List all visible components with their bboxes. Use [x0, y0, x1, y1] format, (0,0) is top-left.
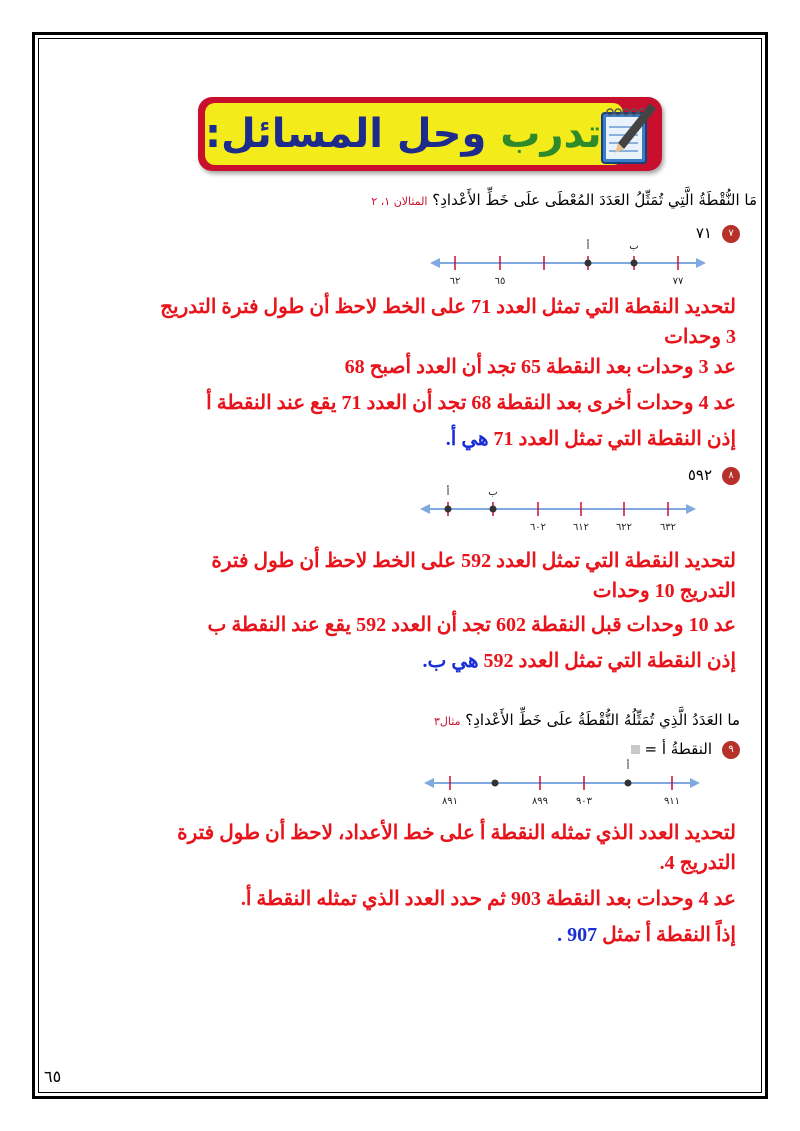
point-b-8-label: ب: [488, 487, 498, 498]
section1-question-text: مَا النُّقْطَةُ الَّتِي تُمَثِّلُ العَدَدَ المُعْطَى علَى خَطِّ الأَعْدادِ؟: [432, 191, 757, 209]
notepad-pencil-icon: [594, 99, 658, 169]
tick-label-8-1: ٦١٢: [572, 522, 590, 533]
number-line-7: [428, 238, 708, 288]
point-a-8: [445, 506, 452, 513]
problem7-number: ٧١: [695, 224, 712, 242]
banner-title: [205, 111, 602, 157]
problem7-answer-line4-red: إذن النقطة التي تمثل العدد 71: [488, 428, 736, 450]
problem7-answer-line3: عد 4 وحدات أخرى بعد النقطة 68 تجد أن العدد 71 يقع عند النقطة أ: [206, 392, 736, 414]
section2-question-text: ما العَدَدُ الَّذِي تُمَثِّلُهُ النُّقْطَةُ علَى خَطِّ الأَعْدادِ؟: [465, 711, 740, 729]
problem8-badge: ٨: [722, 467, 740, 485]
tick-label-7-0: ٦٢: [449, 276, 461, 287]
problem9-label: النقطةُ أ =: [644, 740, 712, 758]
point-b-7: [631, 260, 638, 267]
page-number: ٦٥: [44, 1067, 62, 1086]
banner-label: [205, 103, 623, 165]
problem8-answer-line1: لتحديد النقطة التي تمثل العدد 592 على الخط لاحظ أن طول فترة التدريج 10 وحدات: [211, 550, 736, 602]
banner-title-part1: تدرب: [500, 111, 602, 157]
problem9-answer-line3-blue: 907 .: [557, 924, 598, 946]
problem8-answer-line3-blue: هي ب.: [422, 650, 479, 672]
tick-label-8-3: ٦٣٢: [659, 522, 677, 533]
tick-label-9-2: ٩٠٣: [575, 796, 593, 807]
problem8-answer-line2: عد 10 وحدات قبل النقطة 602 تجد أن العدد 592 يقع عند النقطة ب: [207, 614, 736, 636]
tick-label-7-1: ٦٥: [494, 276, 506, 287]
section1-question: [371, 191, 757, 209]
section2-question: [434, 711, 740, 729]
section2-example-ref: مثال٣: [434, 715, 461, 728]
problem7-answer-line2: عد 3 وحدات بعد النقطة 65 تجد أن العدد أصبح 68: [344, 356, 736, 378]
tick-label-9-3: ٩١١: [663, 796, 681, 807]
point-b-7-label: ب: [629, 241, 639, 252]
tick-label-9-0: ٨٩١: [441, 796, 459, 807]
problem9-answer-line1: لتحديد العدد الذي تمثله النقطة أ على خط الأعداد، لاحظ أن طول فترة التدريج 4.: [177, 822, 736, 874]
tick-label-7-2: ٧٧: [672, 276, 684, 287]
problem9-answer-line3-red: إذاً النقطة أ تمثل: [597, 924, 736, 946]
tick-label-8-0: ٦٠٢: [529, 522, 547, 533]
section-banner: [198, 97, 662, 171]
point-a-9-label: أ: [626, 761, 630, 772]
problem9-label-wrap: [631, 740, 712, 758]
section1-example-ref: المثالان ١، ٢: [371, 195, 428, 208]
problem8-answer-line3: [116, 646, 736, 676]
point-a-7: [585, 260, 592, 267]
problem9-answer-line2: عد 4 وحدات بعد النقطة 903 ثم حدد العدد الذي تمثله النقطة أ.: [240, 888, 736, 910]
banner-title-part2: وحل المسائل:: [205, 111, 487, 157]
problem8-answer-line3-red: إذن النقطة التي تمثل العدد 592: [478, 650, 736, 672]
problem8-number: ٥٩٢: [687, 466, 712, 484]
tick-label-8-2: ٦٢٢: [615, 522, 633, 533]
problem9-answer-line3: [116, 920, 736, 950]
tick-label-9-1: ٨٩٩: [531, 796, 549, 807]
point-a-7-label: أ: [586, 241, 590, 252]
point-a-8-label: أ: [446, 487, 450, 498]
number-line-9: [422, 758, 702, 808]
problem9-badge: ٩: [722, 741, 740, 759]
number-line-8: [418, 484, 698, 534]
problem7-answer-line1: لتحديد النقطة التي تمثل العدد 71 على الخط لاحظ أن طول فترة التدريج 3 وحدات: [160, 296, 736, 348]
problem7-badge: ٧: [722, 225, 740, 243]
answer-blank-box: [631, 745, 640, 754]
point-unlabeled-9: [492, 780, 499, 787]
point-b-8: [490, 506, 497, 513]
point-a-9: [625, 780, 632, 787]
problem7-answer-line4-blue: هي أ.: [445, 428, 489, 450]
problem7-answer-line4: [116, 424, 736, 454]
